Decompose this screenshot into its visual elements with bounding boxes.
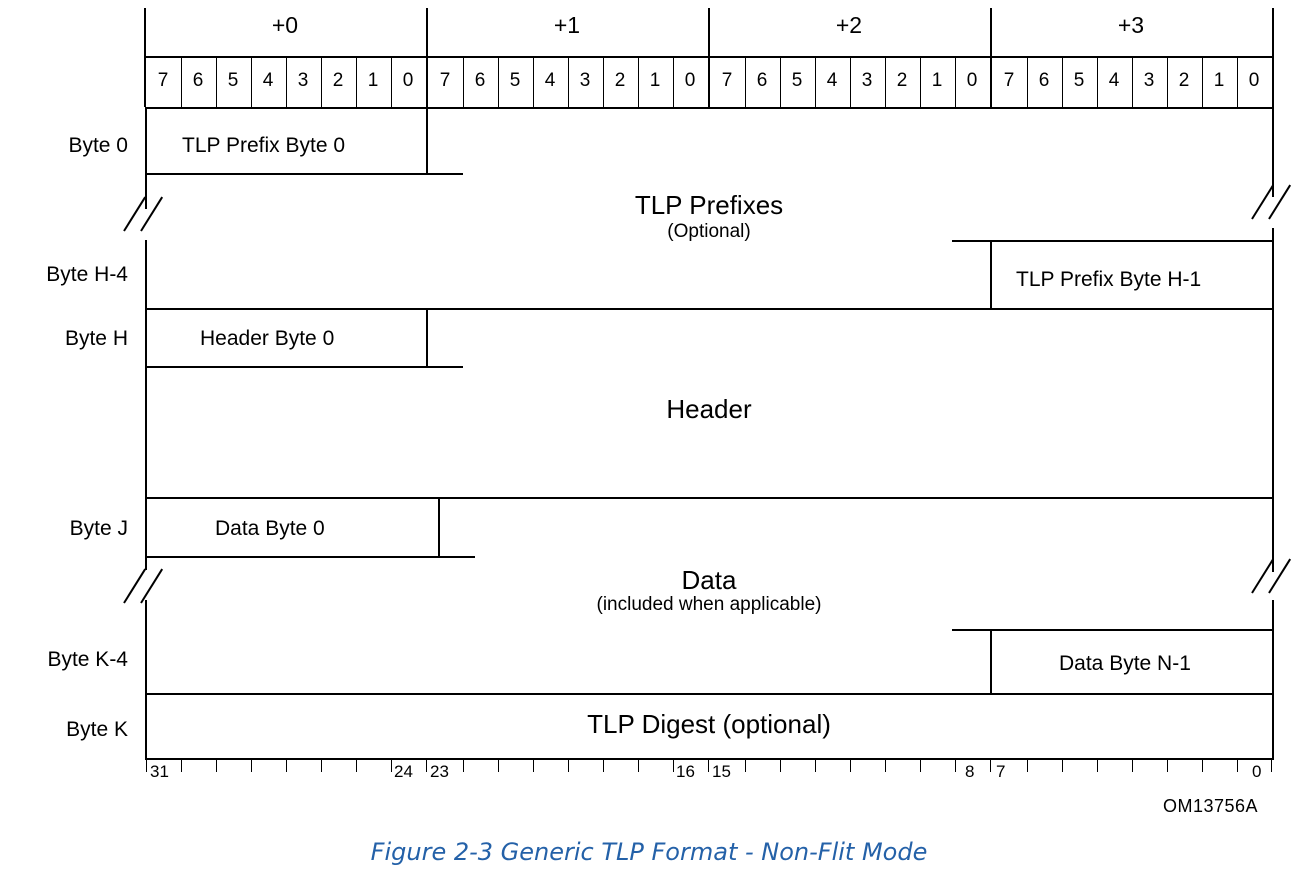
bit-number: 1 bbox=[931, 70, 943, 91]
cell-tlp-prefix-byte-h-1: TLP Prefix Byte H-1 bbox=[1016, 268, 1202, 291]
tlp-prefix-byteh1-topline bbox=[952, 240, 1273, 242]
bit-number: 4 bbox=[826, 70, 838, 91]
tlp-prefix-byte0-underline bbox=[145, 173, 463, 175]
prefixes-bottom-line bbox=[145, 308, 1273, 310]
tlp-prefix-byteh1-divider bbox=[990, 240, 992, 308]
row-label-byte-k: Byte K bbox=[66, 718, 128, 741]
bit-number: 6 bbox=[1038, 70, 1050, 91]
bit-number: 4 bbox=[544, 70, 556, 91]
bit-number: 0 bbox=[966, 70, 978, 91]
section-title-data: Data bbox=[681, 565, 737, 595]
frame-right-edge bbox=[1272, 228, 1274, 572]
bit-scale-31: 31 bbox=[150, 762, 169, 781]
bit-number: 3 bbox=[579, 70, 591, 91]
bit-number: 0 bbox=[1248, 70, 1260, 91]
bit-number: 5 bbox=[791, 70, 803, 91]
bit-number: 0 bbox=[402, 70, 414, 91]
bit-number: 2 bbox=[896, 70, 908, 91]
row-label-byte-j: Byte J bbox=[69, 517, 128, 540]
bit-number: 5 bbox=[1073, 70, 1085, 91]
bit-number: 6 bbox=[474, 70, 486, 91]
cell-data-byte-n-1: Data Byte N-1 bbox=[1059, 652, 1191, 675]
frame-bottom-line bbox=[145, 758, 1273, 760]
break-mark-right-prefixes bbox=[1252, 178, 1298, 224]
document-code: OM13756A bbox=[1163, 796, 1259, 816]
bit-number: 2 bbox=[332, 70, 344, 91]
bit-number: 4 bbox=[1108, 70, 1120, 91]
bit-number: 0 bbox=[684, 70, 696, 91]
bit-number: 1 bbox=[649, 70, 661, 91]
cell-data-byte-0: Data Byte 0 bbox=[215, 517, 325, 540]
break-mark-right-data bbox=[1252, 552, 1298, 598]
tlp-prefix-byte0-divider bbox=[426, 107, 428, 173]
bit-scale-23: 23 bbox=[430, 762, 449, 781]
bit-number: 3 bbox=[297, 70, 309, 91]
header-bottom-line bbox=[145, 497, 1273, 499]
data-byte-n1-divider bbox=[990, 629, 992, 693]
break-mark-left-prefixes bbox=[124, 190, 170, 236]
bit-number: 1 bbox=[367, 70, 379, 91]
data-bottom-line bbox=[145, 693, 1273, 695]
bit-number: 5 bbox=[227, 70, 239, 91]
frame-left-edge bbox=[145, 240, 147, 570]
bit-number: 3 bbox=[861, 70, 873, 91]
bit-number: 5 bbox=[509, 70, 521, 91]
frame-left-edge bbox=[145, 600, 147, 760]
cell-tlp-prefix-byte-0: TLP Prefix Byte 0 bbox=[182, 134, 346, 157]
frame-right-edge bbox=[1272, 600, 1274, 760]
byte-group-label-3: +3 bbox=[1117, 12, 1145, 38]
data-byte0-underline bbox=[145, 556, 475, 558]
section-title-header: Header bbox=[666, 394, 752, 424]
bit-scale-15: 15 bbox=[712, 762, 731, 781]
bitrow-bottom-line bbox=[145, 107, 1273, 109]
data-byte-n1-topline bbox=[952, 629, 1273, 631]
data-byte0-divider bbox=[438, 497, 440, 556]
bit-scale-7: 7 bbox=[996, 762, 1006, 781]
header-byte0-underline bbox=[145, 366, 463, 368]
bit-scale-0: 0 bbox=[1252, 762, 1262, 781]
row-label-byte-k-4: Byte K-4 bbox=[47, 648, 128, 671]
figure-caption: Figure 2-3 Generic TLP Format - Non-Flit Mode bbox=[370, 838, 928, 866]
byte-group-label-0: +0 bbox=[271, 12, 299, 38]
bit-number: 1 bbox=[1213, 70, 1225, 91]
section-title-tlp-prefixes: TLP Prefixes bbox=[634, 190, 784, 220]
bit-number: 4 bbox=[262, 70, 274, 91]
bit-number: 2 bbox=[614, 70, 626, 91]
break-mark-left-data bbox=[124, 562, 170, 608]
bit-scale-16: 16 bbox=[676, 762, 695, 781]
byte-group-label-1: +1 bbox=[553, 12, 581, 38]
bit-number: 7 bbox=[721, 70, 733, 91]
bit-scale-8: 8 bbox=[965, 762, 975, 781]
bit-number: 2 bbox=[1178, 70, 1190, 91]
bit-scale-24: 24 bbox=[394, 762, 413, 781]
bit-number: 7 bbox=[1003, 70, 1015, 91]
header-byte0-divider bbox=[426, 308, 428, 366]
bit-number: 3 bbox=[1143, 70, 1155, 91]
section-subtitle-tlp-prefixes: (Optional) bbox=[667, 221, 751, 242]
row-label-byte-h-4: Byte H-4 bbox=[46, 263, 128, 286]
byte-group-label-2: +2 bbox=[835, 12, 863, 38]
bit-number: 7 bbox=[439, 70, 451, 91]
row-label-byte-h: Byte H bbox=[64, 327, 128, 350]
cell-header-byte-0: Header Byte 0 bbox=[200, 327, 335, 350]
section-title-tlp-digest: TLP Digest (optional) bbox=[587, 709, 831, 739]
row-label-byte-0: Byte 0 bbox=[68, 134, 128, 157]
bit-number: 6 bbox=[756, 70, 768, 91]
bit-number: 7 bbox=[157, 70, 169, 91]
bit-number: 6 bbox=[192, 70, 204, 91]
section-subtitle-data: (included when applicable) bbox=[596, 594, 822, 615]
